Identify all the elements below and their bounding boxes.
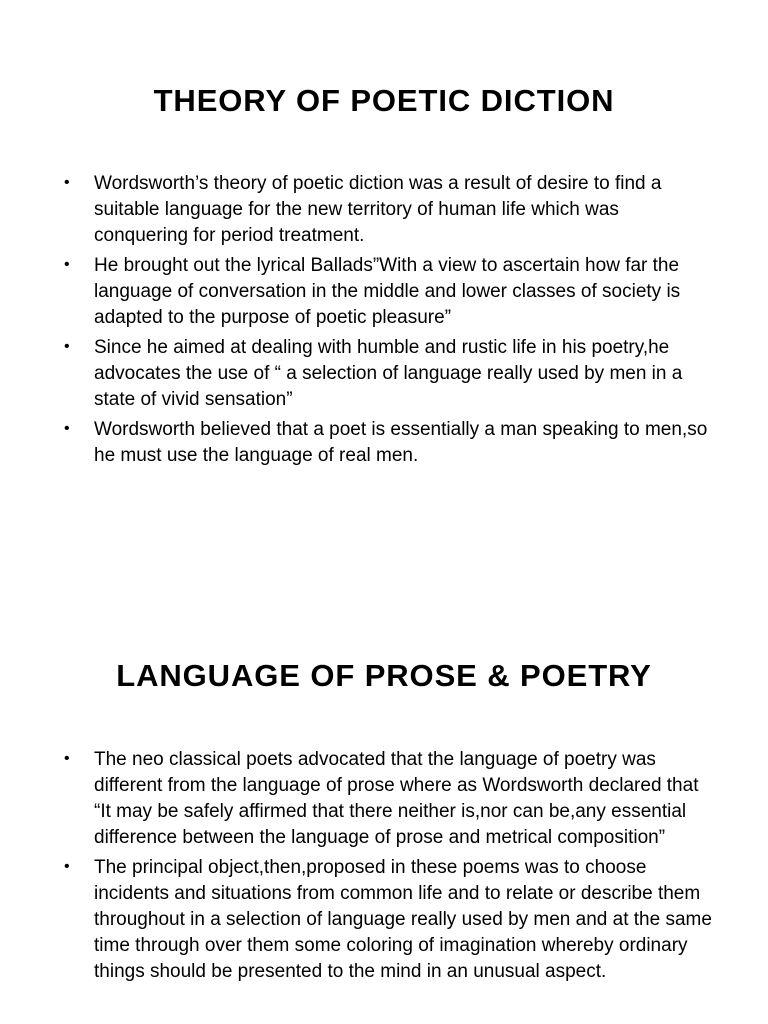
bullet-icon: • bbox=[64, 338, 70, 355]
bullet-text: He brought out the lyrical Ballads”With a view to ascertain how far the language of conversation in the middle and lower classes of society is adapted to the purpose of poetic pleasure” bbox=[94, 255, 681, 328]
bullet-text: The neo classical poets advocated that the language of poetry was different from the language of prose where as Wordsworth declared that “It may be safely affirmed that there neither is,nor can be,any essential difference between the language of prose and metrical composition” bbox=[94, 749, 699, 848]
bullet-item bbox=[0, 335, 768, 413]
slide-title: LANGUAGE OF PROSE & POETRY bbox=[116, 658, 652, 693]
bullet-list bbox=[0, 171, 768, 473]
bullet-icon: • bbox=[64, 420, 70, 437]
slide-title: THEORY OF POETIC DICTION bbox=[153, 83, 615, 118]
bullet-item bbox=[0, 747, 768, 851]
bullet-item bbox=[0, 855, 768, 985]
bullet-text: Wordsworth believed that a poet is essentially a man speaking to men,so he must use the language of real men. bbox=[94, 419, 708, 466]
bullet-text: Wordsworth’s theory of poetic diction was a result of desire to find a suitable language for the new territory of human life which was conquering for period treatment. bbox=[94, 173, 662, 246]
bullet-item bbox=[0, 171, 768, 249]
bullet-icon: • bbox=[64, 174, 70, 191]
slide-language-of-prose-and-poetry bbox=[0, 576, 768, 1024]
bullet-icon: • bbox=[64, 256, 70, 273]
bullet-text: The principal object,then,proposed in these poems was to choose incidents and situations from common life and to relate or describe them throughout in a selection of language really used by men and at the same time through over them some coloring of imagination whereby ordinary things should be presented to the mind in an unusual aspect. bbox=[94, 857, 712, 982]
bullet-list bbox=[0, 747, 768, 989]
bullet-icon: • bbox=[64, 750, 70, 767]
bullet-item bbox=[0, 253, 768, 331]
bullet-text: Since he aimed at dealing with humble and rustic life in his poetry,he advocates the use of “ a selection of language really used by men in a state of vivid sensation” bbox=[94, 337, 683, 410]
bullet-icon: • bbox=[64, 858, 70, 875]
bullet-item bbox=[0, 417, 768, 469]
